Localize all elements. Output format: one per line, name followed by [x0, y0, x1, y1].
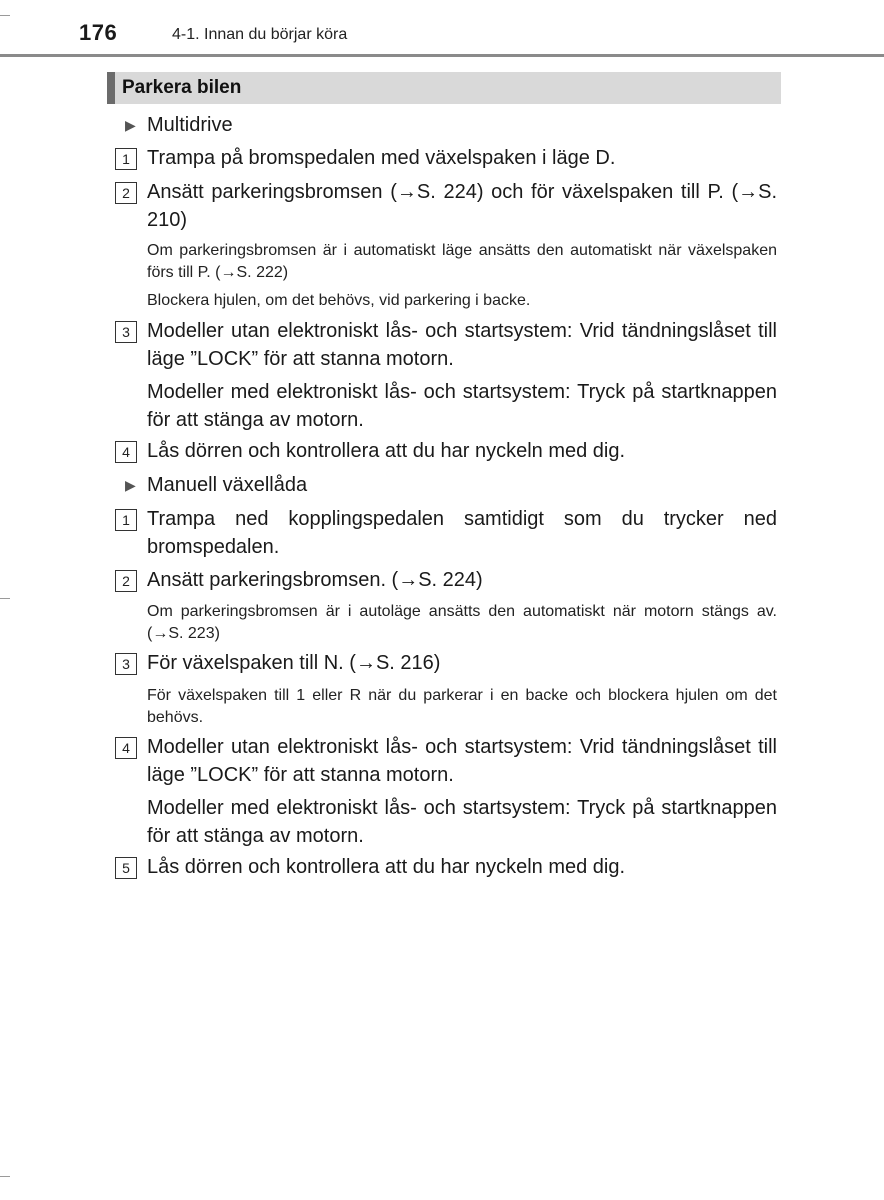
step-text: För växelspaken till N. (→S. 216)	[147, 652, 441, 674]
step-text: Trampa på bromspedalen med växelspaken i läge D.	[147, 147, 616, 169]
paragraph-text: Modeller med elektroniskt lås- och startsystem: Tryck på startknappen för att stänga av motorn.	[147, 797, 777, 847]
margin-mark	[0, 598, 10, 599]
triangle-bullet-icon: ▶	[125, 477, 136, 493]
note-text: Blockera hjulen, om det behövs, vid parkering i backe.	[147, 292, 531, 309]
heading-accent-bar	[107, 72, 115, 104]
triangle-bullet-icon: ▶	[125, 117, 136, 133]
paragraph-text: Modeller med elektroniskt lås- och startsystem: Tryck på startknappen för att stänga av motorn.	[147, 381, 777, 431]
step-text: Modeller utan elektroniskt lås- och startsystem: Vrid tändningslåset till läge ”LOCK” för att stanna motorn.	[147, 320, 777, 370]
step-text: Ansätt parkeringsbromsen (→S. 224) och för växelspaken till P. (→S. 210)	[147, 181, 777, 231]
step-number: 1	[115, 148, 137, 170]
section-heading	[107, 72, 781, 104]
subheading-label: Manuell växellåda	[147, 474, 308, 496]
step-number: 3	[115, 321, 137, 343]
note-text: Om parkeringsbromsen är i automatiskt läge ansätts den automatiskt när växelspaken förs till P. (→S. 222)	[147, 242, 777, 281]
step-number: 1	[115, 509, 137, 531]
note-text: Om parkeringsbromsen är i autoläge ansätts den automatiskt när motorn stängs av. (→S. 223)	[147, 603, 777, 642]
step-text: Trampa ned kopplingspedalen samtidigt som du trycker ned bromspedalen.	[147, 508, 777, 558]
step-number: 2	[115, 570, 137, 592]
page-number: 176	[79, 20, 118, 45]
step-text: Lås dörren och kontrollera att du har nyckeln med dig.	[147, 856, 626, 878]
step-number: 4	[115, 441, 137, 463]
chapter-title: 4-1. Innan du börjar köra	[172, 26, 348, 43]
header-divider	[0, 54, 884, 57]
margin-mark	[0, 1176, 10, 1177]
step-number: 2	[115, 182, 137, 204]
note-text: För växelspaken till 1 eller R när du parkerar i en backe och blockera hjulen om det behövs.	[147, 687, 777, 726]
step-text: Modeller utan elektroniskt lås- och startsystem: Vrid tändningslåset till läge ”LOCK” för att stanna motorn.	[147, 736, 777, 786]
subheading-label: Multidrive	[147, 114, 233, 136]
step-text: Lås dörren och kontrollera att du har nyckeln med dig.	[147, 440, 626, 462]
step-number: 5	[115, 857, 137, 879]
section-title: Parkera bilen	[122, 77, 242, 98]
margin-mark	[0, 15, 10, 16]
step-text: Ansätt parkeringsbromsen. (→S. 224)	[147, 569, 483, 591]
page-header	[0, 0, 884, 60]
step-number: 3	[115, 653, 137, 675]
step-number: 4	[115, 737, 137, 759]
